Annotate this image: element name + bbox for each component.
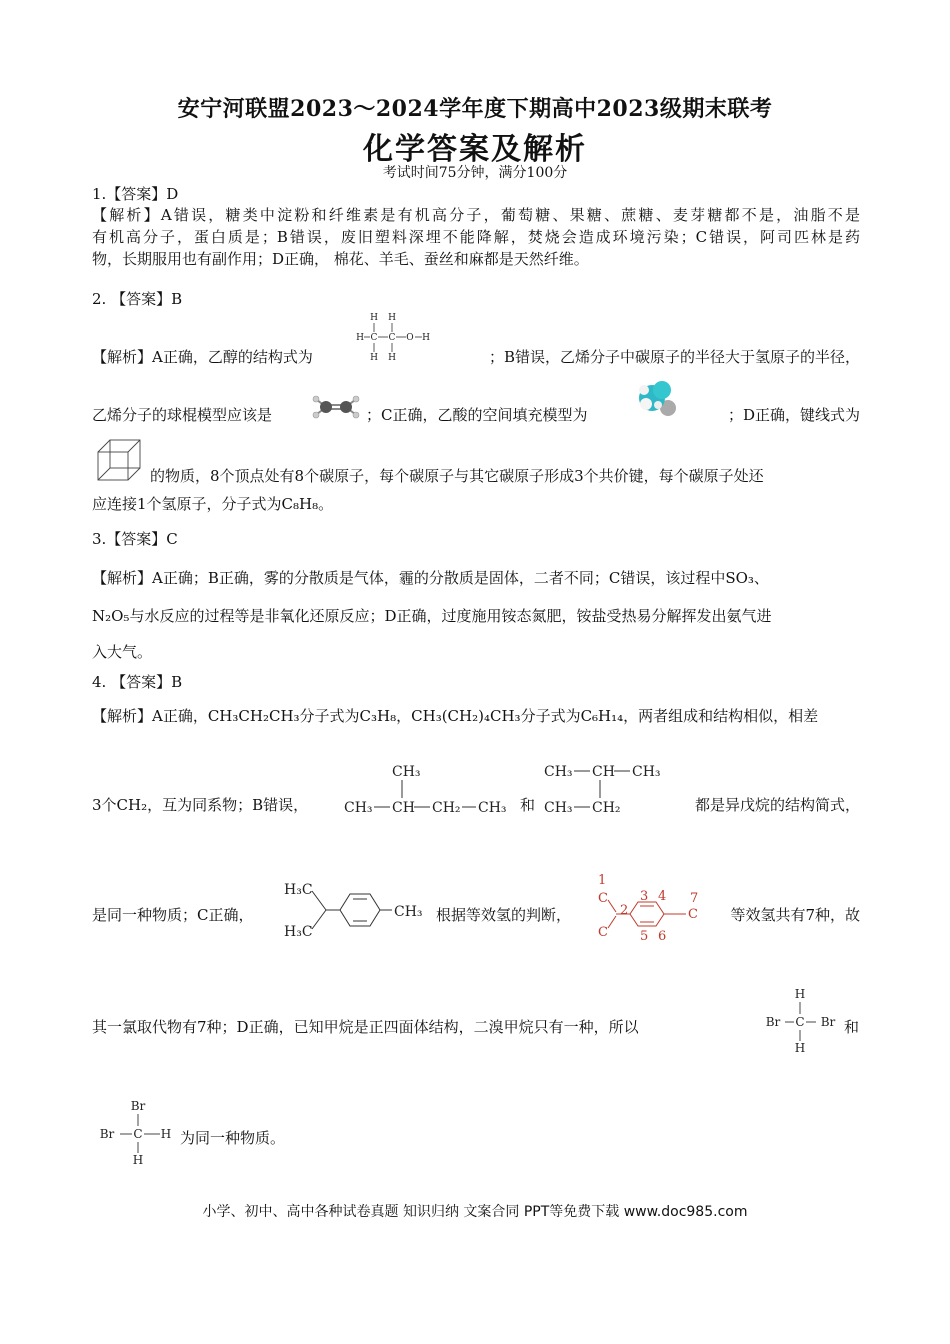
isopentane-structure-2 xyxy=(542,760,666,820)
num-3: 3 xyxy=(640,889,649,904)
ethanol-c1: C xyxy=(370,333,378,343)
ethylene-ball-stick-model xyxy=(308,394,364,420)
main-title: 化学答案及解析 xyxy=(363,132,587,167)
q4-l2-prefix: 3个CH₂，互为同系物；B错误， xyxy=(92,796,309,814)
num-4: 4 xyxy=(658,889,667,904)
ethanol-c2: C xyxy=(388,333,396,343)
num-2: 2 xyxy=(620,903,629,918)
ethanol-o: O xyxy=(406,333,414,343)
iso1-left-ch3: CH₃ xyxy=(344,800,373,816)
q1-analysis-line1: 【解析】A错误，糖类中淀粉和纤维素是有机高分子，葡萄糖、果糖、蔗糖、麦芽糖都不是，油脂不是 xyxy=(92,206,860,224)
ethanol-h4: H xyxy=(422,333,430,343)
q2-b-prefix: 乙烯分子的球棍模型应该是 xyxy=(92,406,273,424)
q2-a-suffix: ；B错误，乙烯分子中碳原子的半径大于氢原子的半径， xyxy=(488,348,860,366)
ethanol-h6: H xyxy=(388,353,396,363)
ethanol-h2: H xyxy=(388,313,396,323)
dbm2-c: C xyxy=(133,1127,143,1141)
num-5: 5 xyxy=(640,929,649,944)
cymene-bottom-h3c: H₃C xyxy=(284,924,313,940)
dbm1-h-top: H xyxy=(794,987,806,1001)
q1-analysis-line3: 物，长期服用也有副作用；D正确， 棉花、羊毛、蚕丝和麻都是天然纤维。 xyxy=(92,250,589,268)
ethanol-h3: H xyxy=(356,333,364,343)
dbm1-br-right: Br xyxy=(820,1015,836,1029)
q3-line2: N₂O₅与水反应的过程等是非氧化还原反应；D正确，过度施用铵态氮肥，铵盐受热易分解挥发出氨气进 xyxy=(92,607,772,625)
q2-answer: 2. 【答案】B xyxy=(92,290,183,308)
num-1: 1 xyxy=(598,873,607,888)
q4-l3-prefix: 是同一种物质；C正确， xyxy=(92,906,254,924)
dbm1-br-left: Br xyxy=(765,1015,781,1029)
exam-info: 考试时间75分钟，满分100分 xyxy=(382,165,568,181)
q3-answer: 3.【答案】C xyxy=(92,530,178,548)
q4-line1: 【解析】A正确，CH₃CH₂CH₃分子式为C₃H₈，CH₃(CH₂)₄CH₃分子式为C₆H₁₄，两者组成和结构相似，相差 xyxy=(92,707,819,725)
num-c-top: C xyxy=(598,891,608,906)
q4-l2-suffix: 都是异戊烷的结构简式， xyxy=(694,796,860,814)
iso2-c: CH₃ xyxy=(632,764,661,780)
dbm1-c: C xyxy=(795,1015,805,1029)
iso1-ch2: CH₂ xyxy=(432,800,461,816)
q2-d-cont: 的物质，8个顶点处有8个碳原子，每个碳原子与其它碳原子形成3个共价键，每个碳原子处还 xyxy=(150,467,764,485)
iso2-b: CH xyxy=(592,764,615,780)
iso2-a: CH₃ xyxy=(544,764,573,780)
q1-answer: 1.【答案】D xyxy=(92,185,179,203)
footer-text: 小学、初中、高中各种试卷真题 知识归纳 文案合同 PPT等免费下载 www.doc985.com xyxy=(202,1204,748,1220)
ethanol-structure xyxy=(352,310,436,366)
dbm1-h-bottom: H xyxy=(794,1041,806,1055)
q4-l4-suffix: 和 xyxy=(844,1018,860,1036)
q2-d-last: 应连接1个氢原子，分子式为C₈H₈。 xyxy=(92,495,334,513)
acetic-acid-space-fill-model xyxy=(632,378,688,418)
dibromomethane-structure-1 xyxy=(760,984,842,1056)
cymene-top-h3c: H₃C xyxy=(284,882,313,898)
q4-l4-prefix: 其一氯取代物有7种；D正确，已知甲烷是正四面体结构，二溴甲烷只有一种，所以 xyxy=(92,1018,639,1036)
iso1-ch: CH xyxy=(392,800,415,816)
dbm2-h-right: H xyxy=(160,1127,172,1141)
iso1-top-ch3: CH₃ xyxy=(392,764,421,780)
q4-l3-suffix: 等效氢共有7种，故 xyxy=(730,906,860,924)
document-title: 安宁河联盟2023～2024学年度下期高中2023级期末联考 xyxy=(177,96,773,122)
q2-c-text: ；C正确，乙酸的空间填充模型为 xyxy=(366,406,588,424)
p-cymene-structure xyxy=(282,876,432,942)
cymene-right-ch3: CH₃ xyxy=(394,904,423,920)
q3-line1: 【解析】A正确；B正确，雾的分散质是气体，霾的分散质是固体，二者不同；C错误，该过程中SO₃、 xyxy=(92,569,769,587)
iso1-right-ch3: CH₃ xyxy=(478,800,507,816)
dbm2-h-bottom: H xyxy=(132,1153,144,1167)
iso2-d: CH₃ xyxy=(544,800,573,816)
iso2-e: CH₂ xyxy=(592,800,621,816)
equivalent-hydrogen-numbered-structure xyxy=(594,870,706,944)
q2-d-text: ；D正确，键线式为 xyxy=(727,406,860,424)
num-c-right: C xyxy=(688,907,698,922)
num-6: 6 xyxy=(658,929,667,944)
num-7: 7 xyxy=(690,891,699,906)
dbm2-br-left: Br xyxy=(99,1127,115,1141)
ethanol-h5: H xyxy=(370,353,378,363)
q2-a-prefix: 【解析】A正确，乙醇的结构式为 xyxy=(92,348,313,366)
q4-l5-suffix: 为同一种物质。 xyxy=(180,1129,286,1147)
num-c-bottom: C xyxy=(598,925,608,940)
q4-answer: 4. 【答案】B xyxy=(92,673,183,691)
q4-l2-and: 和 xyxy=(520,796,536,814)
ethanol-h1: H xyxy=(370,313,378,323)
cubane-skeletal-formula xyxy=(94,436,146,484)
dbm2-br-top: Br xyxy=(130,1099,146,1113)
q1-analysis-line2: 有机高分子，蛋白质是；B错误，废旧塑料深埋不能降解，焚烧会造成环境污染；C错误，阿司匹林是药 xyxy=(92,228,860,246)
q4-l3-mid: 根据等效氢的判断， xyxy=(436,906,572,924)
isopentane-structure-1 xyxy=(340,760,516,820)
q3-line3: 入大气。 xyxy=(92,643,153,661)
dibromomethane-structure-2 xyxy=(94,1096,176,1168)
